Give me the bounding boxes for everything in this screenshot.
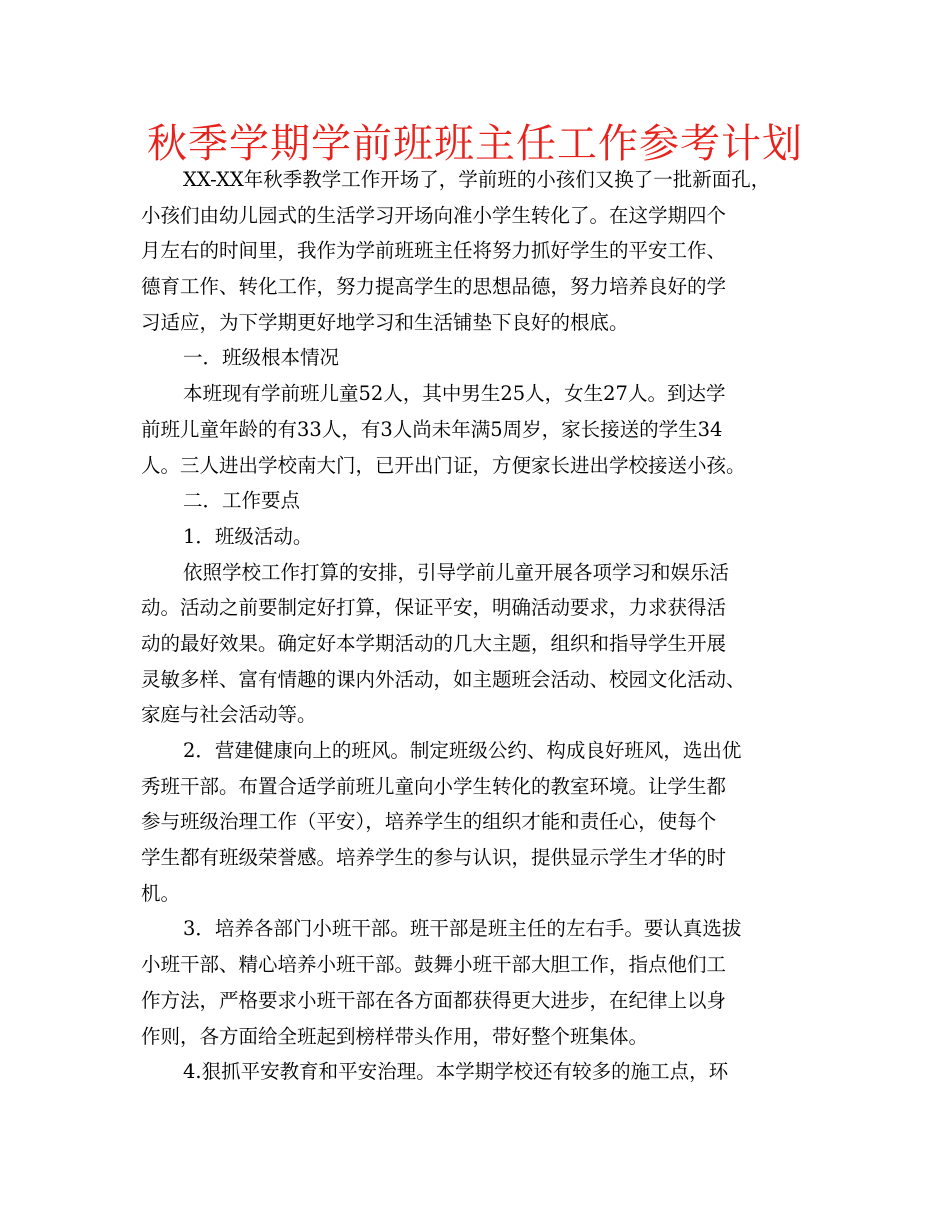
body-text-line: 学生都有班级荣誉感。培养学生的参与认识，提供显示学生才华的时 [141,846,727,870]
body-text-line: 4.狠抓平安教育和平安治理。本学期学校还有较多的施工点，环 [183,1060,729,1084]
body-text-line: 作方法，严格要求小班干部在各方面都获得更大进步，在纪律上以身 [141,988,727,1012]
body-text-line: 2．营建健康向上的班风。制定班级公约、构成良好班风，选出优 [183,739,742,762]
body-text-line: 二．工作要点 [183,489,301,513]
body-text-line: 习适应，为下学期更好地学习和生活铺垫下良好的根底。 [141,310,629,334]
body-text-line: 参与班级治理工作（平安），培养学生的组织才能和责任心，使每个 [141,810,717,834]
body-text-line: 家庭与社会活动等。 [141,703,317,727]
body-text-line: 秀班干部。布置合适学前班儿童向小学生转化的教室环境。让学生都 [141,774,727,798]
document-title: 秋季学期学前班班主任工作参考计划 [147,121,803,167]
body-text-line: 1．班级活动。 [183,524,313,548]
body-text-line: 月左右的时间里，我作为学前班班主任将努力抓好学生的平安工作、 [141,239,727,263]
body-text-line: 小班干部、精心培养小班干部。鼓舞小班干部大胆工作，指点他们工 [141,953,727,977]
body-text-line: 灵敏多样、富有情趣的课内外活动，如主题班会活动、校园文化活动、 [141,667,746,691]
body-text-line: 依照学校工作打算的安排，引导学前儿童开展各项学习和娱乐活 [183,560,730,584]
body-text-line: 小孩们由幼儿园式的生活学习开场向准小学生转化了。在这学期四个 [141,203,727,227]
body-text-line: 德育工作、转化工作，努力提高学生的思想品德，努力培养良好的学 [141,275,727,299]
body-text-line: XX-XX年秋季教学工作开场了，学前班的小孩们又换了一批新面孔， [183,168,771,191]
body-text-line: 3．培养各部门小班干部。班干部是班主任的左右手。要认真选拔 [183,917,742,941]
body-text-line: 动。活动之前要制定好打算，保证平安，明确活动要求，力求获得活 [141,596,727,620]
body-text-line: 前班儿童年龄的有33人，有3人尚未年满5周岁，家长接送的学生34 [141,417,723,441]
document-body [141,162,841,1090]
body-text-line: 一．班级根本情况 [183,346,340,370]
body-text-line: 动的最好效果。确定好本学期活动的几大主题，组织和指导学生开展 [141,631,727,655]
body-text-line: 本班现有学前班儿童52人，其中男生25人，女生27人。到达学 [183,382,726,406]
body-text-line: 人。三人进出学校南大门，已开出门证，方便家长进出学校接送小孩。 [141,453,746,477]
body-text-line: 机。 [141,881,181,905]
body-text-line: 作则，各方面给全班起到榜样带头作用，带好整个班集体。 [141,1024,649,1048]
